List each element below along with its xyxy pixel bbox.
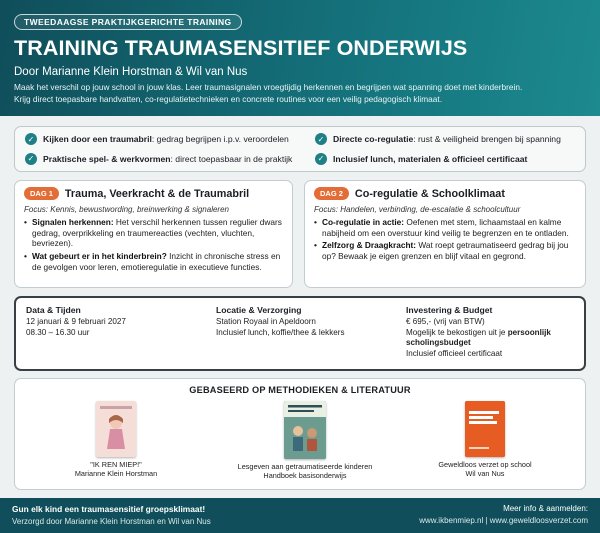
location-heading: Locatie & Verzorging — [216, 305, 302, 315]
book-lesgeven — [225, 401, 385, 480]
header-banner — [0, 0, 600, 116]
item-text: Inzicht in chronische stress en de gevolgen voor leren, emotieregulatie in executieve functies. — [32, 251, 281, 272]
book-3-title: Geweldloos verzet op school — [438, 460, 532, 469]
footer-tagline: Gun elk kind een traumasensitief groepsklimaat! — [12, 504, 206, 514]
authors-line: Door Marianne Klein Horstman & Wil van Nus — [14, 66, 248, 78]
footer-websites[interactable]: www.ikbenmiep.nl | www.geweldloosverzet.com — [419, 516, 588, 525]
literature-title: GEBASEERD OP METHODIEKEN & LITERATUUR — [189, 385, 411, 395]
day-1-focus: Focus: Kennis, bewustwording, breinwerking & signaleren — [24, 205, 229, 214]
check-icon: ✓ — [25, 153, 37, 165]
book-1-title: "IK REN MIEP!" — [90, 460, 142, 469]
check-bold: Inclusief lunch, materialen & officieel certificaat — [333, 153, 528, 164]
check-icon: ✓ — [315, 153, 327, 165]
footer-contact — [419, 504, 588, 525]
certificate-line: Inclusief officieel certificaat — [406, 348, 503, 358]
day-1-badge: DAG 1 — [24, 187, 59, 200]
dates-heading: Data & Tijden — [26, 305, 81, 315]
check-text: : rust & veiligheid brengen bij spanning — [413, 134, 561, 145]
day-2-focus: Focus: Handelen, verbinding, de-escalatie & schoolcultuur — [314, 205, 521, 214]
location-column — [216, 305, 406, 362]
check-icon: ✓ — [315, 133, 327, 145]
check-icon: ✓ — [25, 133, 37, 145]
day-2-item — [314, 240, 576, 261]
budget-bold: persoonlijk scholingsbudget — [406, 327, 551, 348]
day-2-badge: DAG 2 — [314, 187, 349, 200]
footer-credits: Verzorgd door Marianne Klein Horstman en Wil van Nus — [12, 517, 211, 526]
benefits-checklist — [14, 126, 586, 172]
item-text: Het verschil herkennen tussen regulier dwars gedrag, overprikkeling en traumereacties (vechten, vluchten, bevriezen). — [32, 217, 282, 249]
day-2-item — [314, 217, 576, 238]
day-1-title: Trauma, Veerkracht & de Traumabril — [64, 187, 250, 200]
check-item — [25, 132, 315, 147]
item-text: Wat roept getraumatiseerd gedrag bij jou op? Bewaak je eigen grenzen en blijf vitaal en gegrond. — [322, 240, 569, 262]
check-text: : direct toepasbaar in de praktijk — [170, 153, 293, 164]
day-2-title: Co-regulatie & Schoolklimaat — [354, 187, 505, 200]
item-text: Oefenen met stem, lichaamstaal en kalme nabijheid om een overstuur kind veilig te begrenzen en te ontladen. — [322, 217, 569, 238]
check-item — [315, 132, 577, 147]
day-1-card — [14, 180, 293, 288]
budget-line — [406, 328, 576, 349]
footer-more-info: Meer info & aanmelden: — [503, 504, 588, 513]
book-2-title: Lesgeven aan getraumatiseerde kinderen — [237, 462, 373, 471]
check-bold: Kijken door een traumabril — [43, 134, 152, 145]
item-bold: Co-regulatie in actie: — [322, 217, 405, 227]
book-2-subtitle: Handboek basisonderwijs — [263, 471, 347, 480]
book-cover-image — [284, 401, 326, 459]
price-column — [406, 305, 576, 362]
item-bold: Zelfzorg & Draagkracht: — [322, 240, 417, 251]
literature-section — [14, 378, 586, 490]
day-1-item — [24, 217, 283, 249]
page-title: TRAINING TRAUMASENSITIEF ONDERWIJS — [14, 36, 468, 60]
book-geweldloos-verzet — [415, 401, 555, 478]
training-type-pill: TWEEDAAGSE PRAKTIJKGERICHTE TRAINING — [14, 14, 242, 30]
price-heading: Investering & Budget — [406, 305, 493, 315]
book-1-author: Marianne Klein Horstman — [74, 469, 158, 478]
day-1-item — [24, 251, 283, 272]
book-ik-ren-miep — [61, 401, 171, 478]
budget-text: Mogelijk te bekostigen uit je — [406, 327, 508, 337]
times-line: 08.30 – 16.30 uur — [26, 327, 90, 337]
check-item — [315, 152, 577, 167]
catering-line: Inclusief lunch, koffie/thee & lekkers — [216, 327, 345, 337]
footer-bar — [0, 498, 600, 533]
dates-column — [26, 305, 216, 362]
check-item — [25, 152, 315, 167]
intro-line-2: Krijg direct toepasbare handvatten, co-regulatietechnieken en concrete routines voor een veilig pedagogisch klimaat. — [14, 93, 443, 104]
check-text: : gedrag begrijpen i.p.v. veroordelen — [151, 134, 289, 145]
intro-line-1: Maak het verschil op jouw school in jouw klas. Leer traumasignalen vroegtijdig herkennen en begrijpen wat spanning doet met kinderbrein. — [14, 82, 523, 92]
book-3-author: Wil van Nus — [465, 469, 505, 478]
price-line: € 695,- (vrij van BTW) — [406, 317, 485, 326]
location-line: Station Royaal in Apeldoorn — [216, 317, 316, 326]
item-bold: Wat gebeurt er in het kinderbrein? — [32, 251, 167, 262]
check-bold: Praktische spel- & werkvormen — [43, 153, 171, 164]
book-cover-image — [96, 401, 136, 457]
check-bold: Directe co-regulatie — [333, 134, 414, 145]
day-2-card — [304, 180, 586, 288]
dates-line: 12 januari & 9 februari 2027 — [26, 317, 126, 326]
intro-text — [14, 82, 586, 105]
practical-info-box — [14, 296, 586, 371]
item-bold: Signalen herkennen: — [32, 217, 114, 227]
book-cover-image — [465, 401, 505, 457]
